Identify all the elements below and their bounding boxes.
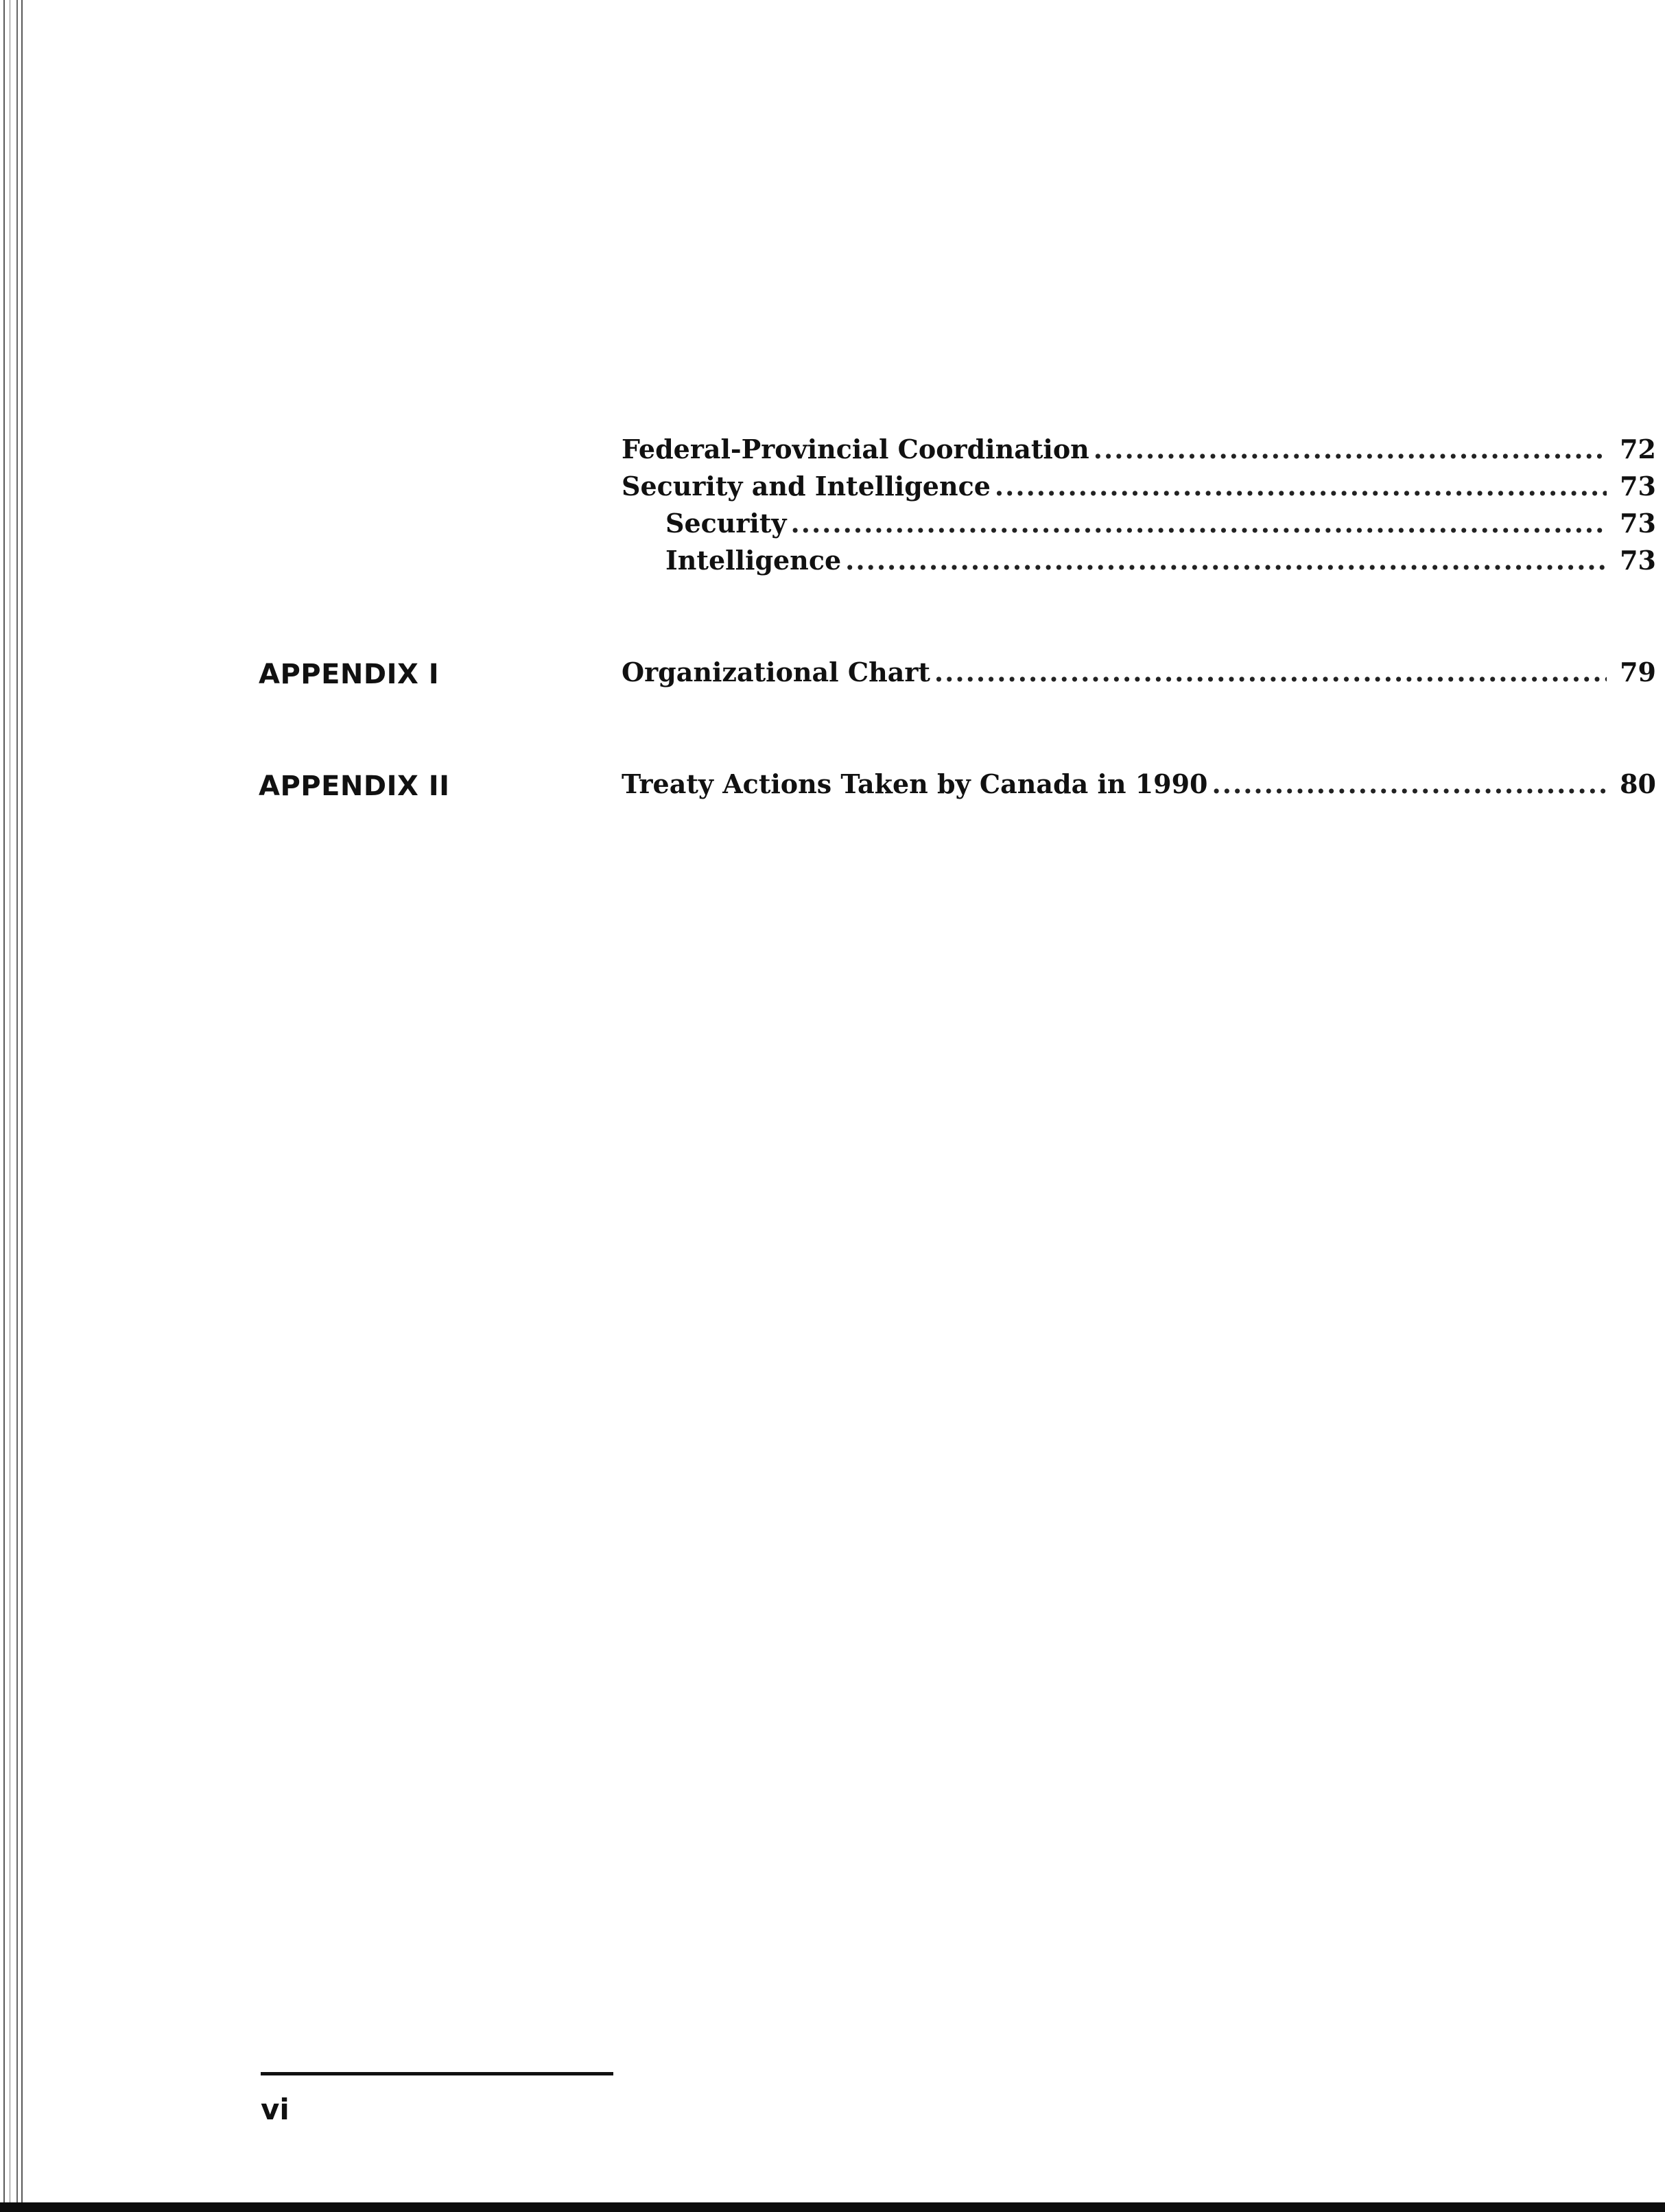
toc-entry-title: Federal-Provincial Coordination [622, 434, 1089, 464]
toc-entry-title: Organizational Chart [622, 657, 930, 687]
toc-entry-title: Security and Intelligence [622, 471, 991, 502]
dot-leader [1212, 766, 1607, 803]
toc-entry-federal-provincial-coordination[interactable] [622, 431, 1656, 468]
toc-entry-page: 73 [1620, 471, 1656, 502]
dot-leader [1094, 431, 1607, 468]
footer-rule [261, 2072, 613, 2075]
dot-leader [995, 468, 1607, 505]
toc-entry-intelligence[interactable] [622, 542, 1656, 579]
dot-leader [934, 654, 1607, 691]
toc-entry-security-and-intelligence[interactable] [622, 468, 1656, 505]
toc-entry-security[interactable] [622, 505, 1656, 542]
toc-entry-page: 73 [1620, 545, 1656, 576]
toc-entry-title: Security [665, 508, 787, 539]
toc-entry-page: 80 [1620, 768, 1656, 799]
contents-list [622, 431, 1656, 579]
page-number: vi [261, 2093, 290, 2126]
page-bottom-edge [0, 2202, 1665, 2212]
toc-entry-title: Intelligence [665, 545, 842, 576]
dot-leader [845, 542, 1607, 579]
toc-entry-page: 73 [1620, 508, 1656, 539]
toc-entry-title: Treaty Actions Taken by Canada in 1990 [622, 768, 1208, 799]
page-binding-edge [0, 0, 27, 2212]
toc-entry-page: 79 [1620, 657, 1656, 687]
dot-leader [790, 505, 1607, 542]
toc-entry-page: 72 [1620, 434, 1656, 464]
appendix-ii-heading: APPENDIX II [259, 770, 450, 802]
appendix-i-heading: APPENDIX I [259, 659, 440, 690]
appendix-ii-contents [622, 766, 1656, 803]
toc-entry-organizational-chart[interactable] [622, 654, 1656, 691]
appendix-i-contents [622, 654, 1656, 691]
toc-entry-treaty-actions[interactable] [622, 766, 1656, 803]
